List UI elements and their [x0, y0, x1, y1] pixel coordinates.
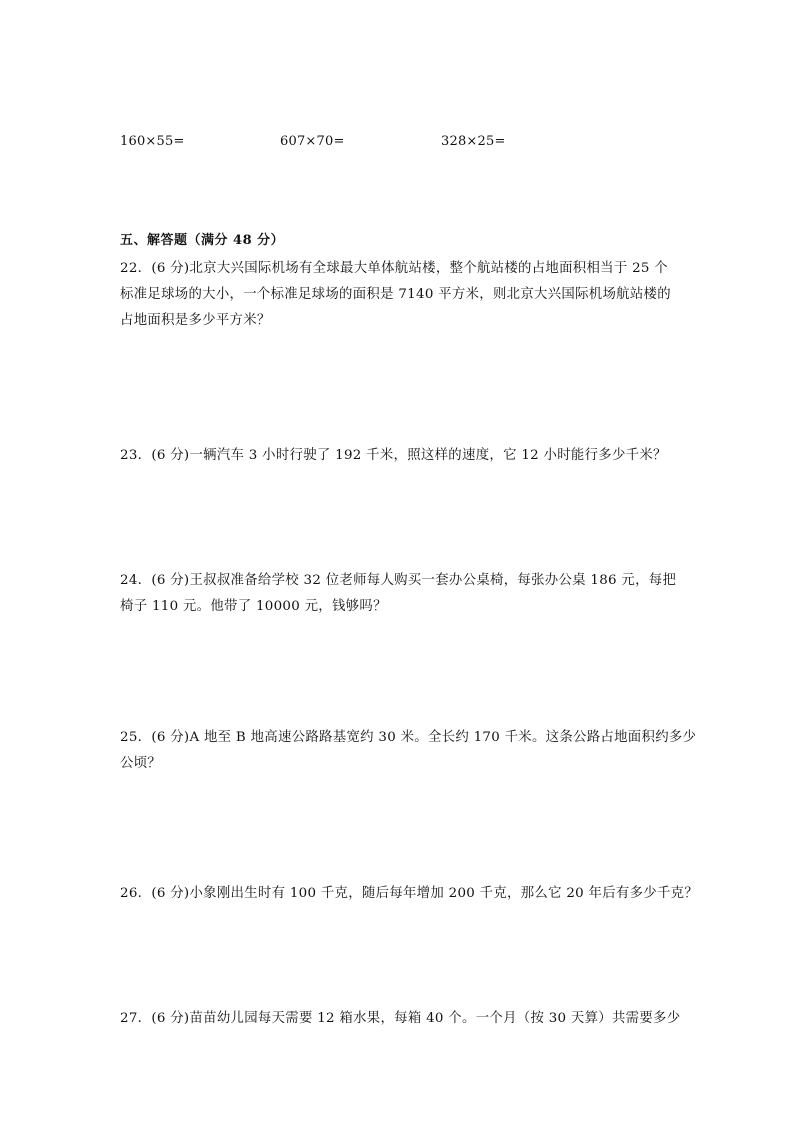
- question-27: [120, 1006, 680, 1032]
- question-22: [120, 256, 680, 334]
- question-line: 23．(6 分)一辆汽车 3 小时行驶了 192 千米，照这样的速度，它 12 小时能行多少千米？: [120, 448, 667, 463]
- question-line: 标准足球场的大小，一个标准足球场的面积是 7140 平方米，则北京大兴国际机场航站楼的: [120, 287, 671, 302]
- calculation-item: 328×25=: [441, 134, 506, 149]
- question-line: 公顷？: [120, 756, 162, 771]
- question-24: [120, 568, 680, 620]
- question-line: 22．(6 分)北京大兴国际机场有全球最大单体航站楼，整个航站楼的占地面积相当于 25 个: [120, 261, 668, 276]
- question-23: [120, 443, 680, 469]
- question-line: 椅子 110 元。他带了 10000 元，钱够吗？: [120, 599, 387, 614]
- calculation-row: [120, 134, 680, 154]
- calculation-item: 607×70=: [280, 134, 345, 149]
- section-title: 五、解答题（满分 48 分）: [120, 233, 285, 248]
- question-line: 25．(6 分)A 地至 B 地高速公路路基宽约 30 米。全长约 170 千米。这条公路占地面积约多少: [120, 730, 697, 745]
- question-line: 27．(6 分)苗苗幼儿园每天需要 12 箱水果，每箱 40 个。一个月（按 30 天算）共需要多少: [120, 1011, 681, 1026]
- calculation-item: 160×55=: [120, 134, 185, 149]
- question-25: [120, 725, 697, 777]
- question-line: 占地面积是多少平方米？: [120, 313, 271, 328]
- question-line: 26．(6 分)小象刚出生时有 100 千克，随后每年增加 200 千克，那么它 20 年后有多少千克？: [120, 886, 699, 901]
- question-line: 24．(6 分)王叔叔准备给学校 32 位老师每人购买一套办公桌椅，每张办公桌 186 元，每把: [120, 573, 677, 588]
- question-26: [120, 881, 699, 907]
